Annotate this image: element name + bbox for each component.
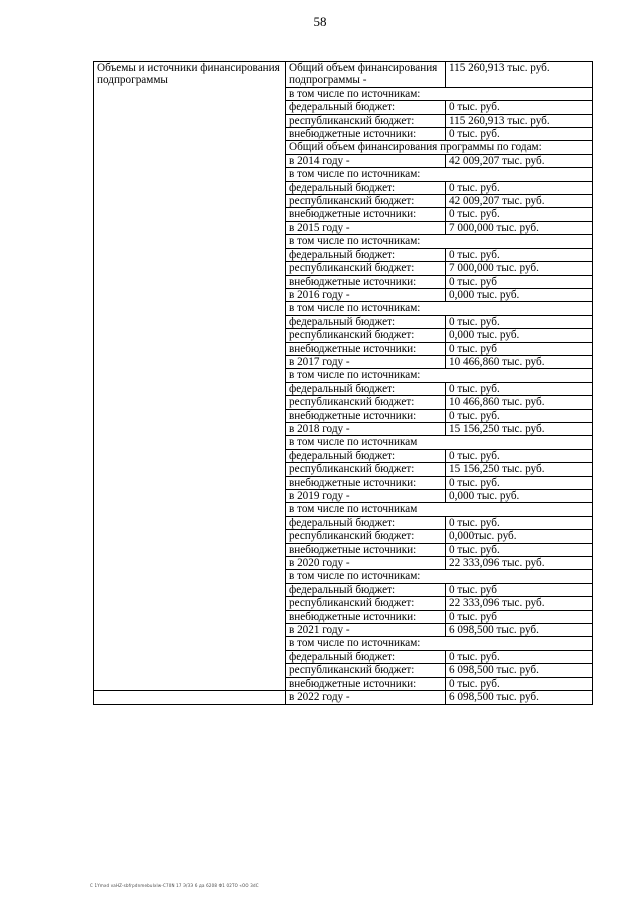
republic-label: республиканский бюджет: — [286, 530, 446, 543]
year-label: в 2021 году - — [286, 624, 446, 637]
republic-value: 0,000тыс. руб. — [446, 530, 593, 543]
republic-label: республиканский бюджет: — [286, 329, 446, 342]
republic-label: республиканский бюджет: — [286, 114, 446, 127]
republic-value: 6 098,500 тыс. руб. — [446, 664, 593, 677]
extra-value: 0 тыс. руб. — [446, 476, 593, 489]
republic-value: 42 009,207 тыс. руб. — [446, 195, 593, 208]
sources-heading: в том числе по источникам: — [286, 168, 593, 181]
republic-label: республиканский бюджет: — [286, 463, 446, 476]
year-value: 15 156,250 тыс. руб. — [446, 422, 593, 435]
extra-value: 0 тыс. руб — [446, 610, 593, 623]
extra-value: 0 тыс. руб. — [446, 128, 593, 141]
table-row — [94, 62, 593, 88]
republic-label: республиканский бюджет: — [286, 396, 446, 409]
republic-value: 115 260,913 тыс. руб. — [446, 114, 593, 127]
extra-value: 0 тыс. руб. — [446, 208, 593, 221]
sources-heading: в том числе по источникам — [286, 503, 593, 516]
federal-value: 0 тыс. руб. — [446, 449, 593, 462]
extra-label: внебюджетные источники: — [286, 476, 446, 489]
extra-label: внебюджетные источники: — [286, 342, 446, 355]
federal-label: федеральный бюджет: — [286, 101, 446, 114]
year-label: в 2022 году - — [286, 691, 446, 704]
republic-value: 10 466,860 тыс. руб. — [446, 396, 593, 409]
year-value: 22 333,096 тыс. руб. — [446, 557, 593, 570]
total-value: 115 260,913 тыс. руб. — [446, 62, 593, 88]
federal-value: 0 тыс. руб — [446, 583, 593, 596]
federal-value: 0 тыс. руб. — [446, 248, 593, 261]
total-label: Общий объем финансирования подпрограммы - — [286, 62, 446, 88]
sources-heading: в том числе по источникам: — [286, 302, 593, 315]
year-label: в 2019 году - — [286, 490, 446, 503]
federal-label: федеральный бюджет: — [286, 248, 446, 261]
republic-label: республиканский бюджет: — [286, 597, 446, 610]
page-number: 58 — [313, 14, 327, 29]
year-label: в 2017 году - — [286, 355, 446, 368]
sources-heading: в том числе по источникам: — [286, 235, 593, 248]
sources-heading: в том числе по источникам: — [286, 369, 593, 382]
republic-value: 7 000,000 тыс. руб. — [446, 262, 593, 275]
extra-value: 0 тыс. руб. — [446, 409, 593, 422]
extra-value: 0 тыс. руб — [446, 275, 593, 288]
extra-label: внебюджетные источники: — [286, 543, 446, 556]
federal-value: 0 тыс. руб. — [446, 650, 593, 663]
federal-label: федеральный бюджет: — [286, 382, 446, 395]
year-value: 10 466,860 тыс. руб. — [446, 355, 593, 368]
federal-label: федеральный бюджет: — [286, 181, 446, 194]
federal-value: 0 тыс. руб. — [446, 101, 593, 114]
republic-label: республиканский бюджет: — [286, 262, 446, 275]
federal-value: 0 тыс. руб. — [446, 315, 593, 328]
extra-value: 0 тыс. руб — [446, 342, 593, 355]
federal-label: федеральный бюджет: — [286, 650, 446, 663]
republic-label: республиканский бюджет: — [286, 195, 446, 208]
republic-label: республиканский бюджет: — [286, 664, 446, 677]
federal-label: федеральный бюджет: — [286, 449, 446, 462]
extra-label: внебюджетные источники: — [286, 275, 446, 288]
extra-label: внебюджетные источники: — [286, 208, 446, 221]
financing-section-label: Объемы и источники финансирования подпрограммы — [94, 62, 286, 691]
year-value: 42 009,207 тыс. руб. — [446, 154, 593, 167]
extra-label: внебюджетные источники: — [286, 409, 446, 422]
extra-label: внебюджетные источники: — [286, 610, 446, 623]
year-value: 6 098,500 тыс. руб. — [446, 691, 593, 704]
table-row — [94, 691, 593, 704]
federal-value: 0 тыс. руб. — [446, 181, 593, 194]
year-value: 6 098,500 тыс. руб. — [446, 624, 593, 637]
federal-label: федеральный бюджет: — [286, 583, 446, 596]
year-label: в 2015 году - — [286, 221, 446, 234]
year-label: в 2018 году - — [286, 422, 446, 435]
financing-table — [93, 61, 593, 705]
sources-heading: в том числе по источникам — [286, 436, 593, 449]
year-label: в 2016 году - — [286, 288, 446, 301]
year-label: в 2020 году - — [286, 557, 446, 570]
extra-label: внебюджетные источники: — [286, 128, 446, 141]
year-value: 0,000 тыс. руб. — [446, 288, 593, 301]
sources-heading: в том числе по источникам: — [286, 637, 593, 650]
year-value: 7 000,000 тыс. руб. — [446, 221, 593, 234]
extra-value: 0 тыс. руб. — [446, 677, 593, 690]
federal-label: федеральный бюджет: — [286, 516, 446, 529]
federal-label: федеральный бюджет: — [286, 315, 446, 328]
republic-value: 22 333,096 тыс. руб. — [446, 597, 593, 610]
footer-code: С 1Ymxd vaHZ-sbfrpdnmebuIxlw-C70N 17 Э/ЗЭ 6 да 6208 Ф1 02ТО «ОО 3dC — [90, 883, 259, 888]
empty-left-cell — [94, 691, 286, 704]
sources-heading: в том числе по источникам: — [286, 87, 593, 100]
year-label: в 2014 году - — [286, 154, 446, 167]
republic-value: 15 156,250 тыс. руб. — [446, 463, 593, 476]
extra-label: внебюджетные источники: — [286, 677, 446, 690]
sources-heading: в том числе по источникам: — [286, 570, 593, 583]
extra-value: 0 тыс. руб. — [446, 543, 593, 556]
by-years-heading: Общий объем финансирования программы по годам: — [286, 141, 593, 154]
federal-value: 0 тыс. руб. — [446, 516, 593, 529]
year-value: 0,000 тыс. руб. — [446, 490, 593, 503]
federal-value: 0 тыс. руб. — [446, 382, 593, 395]
republic-value: 0,000 тыс. руб. — [446, 329, 593, 342]
